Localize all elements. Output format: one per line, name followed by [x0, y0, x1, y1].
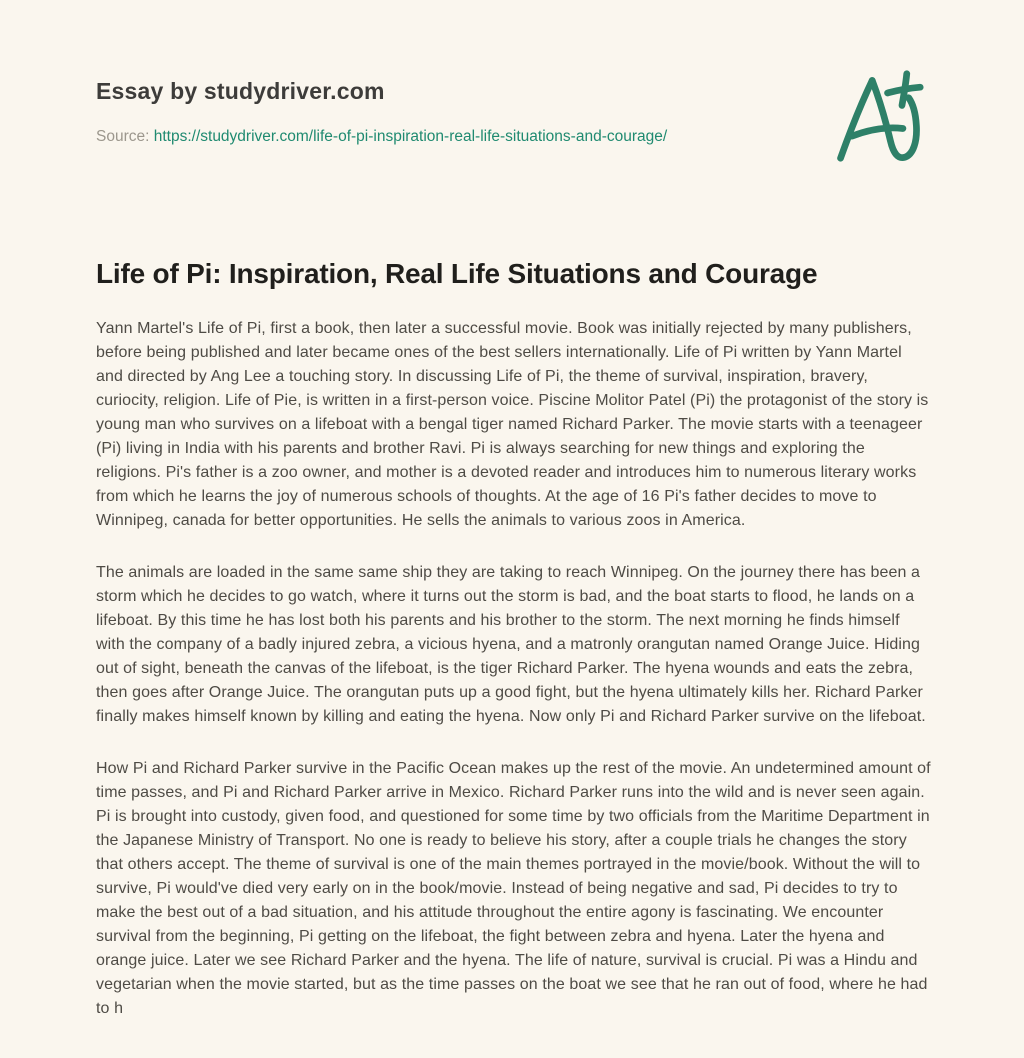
header-title: Essay by studydriver.com [96, 78, 385, 104]
source-line [96, 128, 932, 145]
source-link[interactable]: https://studydriver.com/life-of-pi-inspiration-real-life-situations-and-courage/ [153, 128, 668, 145]
essay-paragraph: The animals are loaded in the same same ship they are taking to reach Winnipeg. On the journey there has been a storm which he decides to go watch, where it turns out the storm is bad, and the boat starts to flood, he lands on a lifeboat. By this time he has lost both his parents and his brother to the storm. The next morning he finds himself with the company of a badly injured zebra, a vicious hyena, and a matronly orangutan named Orange Juice. Hiding out of sight, beneath the canvas of the lifeboat, is the tiger Richard Parker. The hyena wounds and eats the zebra, then goes after Orange Juice. The orangutan puts up a good fight, but the hyena ultimately kills her. Richard Parker finally makes himself known by killing and eating the hyena. Now only Pi and Richard Parker survive on the lifeboat. [96, 564, 926, 725]
essay-paragraph: Yann Martel's Life of Pi, first a book, then later a successful movie. Book was initially rejected by many publishers, before being published and later became ones of the best sellers internationally. Life of Pi written by Yann Martel and directed by Ang Lee a touching story. In discussing Life of Pi, the theme of survival, inspiration, bravery, curiocity, religion. Life of Pie, is written in a first-person voice. Piscine Molitor Patel (Pi) the protagonist of the story is young man who survives on a lifeboat with a bengal tiger named Richard Parker. The movie starts with a teenageer (Pi) living in India with his parents and brother Ravi. Pi is always searching for new things and exploring the religions. Pi's father is a zoo owner, and mother is a devoted reader and introduces him to numerous literary works from which he learns the joy of numerous schools of thoughts. At the age of 16 Pi's father decides to move to Winnipeg, canada for better opportunities. He sells the animals to various zoos in America. [96, 320, 929, 529]
essay-title: Life of Pi: Inspiration, Real Life Situations and Courage [96, 258, 818, 289]
a-plus-logo-icon [829, 151, 925, 168]
essay-body [96, 317, 932, 1021]
source-label: Source: [96, 128, 150, 145]
studydriver-logo [829, 68, 925, 164]
essay-paragraph: How Pi and Richard Parker survive in the Pacific Ocean makes up the rest of the movie. An undetermined amount of time passes, and Pi and Richard Parker arrive in Mexico. Richard Parker runs into the wild and is never seen again. Pi is brought into custody, given food, and questioned for some time by two officials from the Maritime Department in the Japanese Ministry of Transport. No one is ready to believe his story, after a couple trials he changes the story that others accept. The theme of survival is one of the main themes portrayed in the movie/book. Without the will to survive, Pi would've died very early on in the book/movie. Instead of being negative and sad, Pi decides to try to make the best out of a bad situation, and his attitude throughout the entire agony is fascinating. We encounter survival from the beginning, Pi getting on the lifeboat, the fight between zebra and hyena. Later the hyena and orange juice. Later we see Richard Parker and the hyena. The life of nature, survival is crucial. Pi was a Hindu and vegetarian when the movie started, but as the time passes on the boat we see that he ran out of food, where he had to h [96, 760, 931, 1017]
